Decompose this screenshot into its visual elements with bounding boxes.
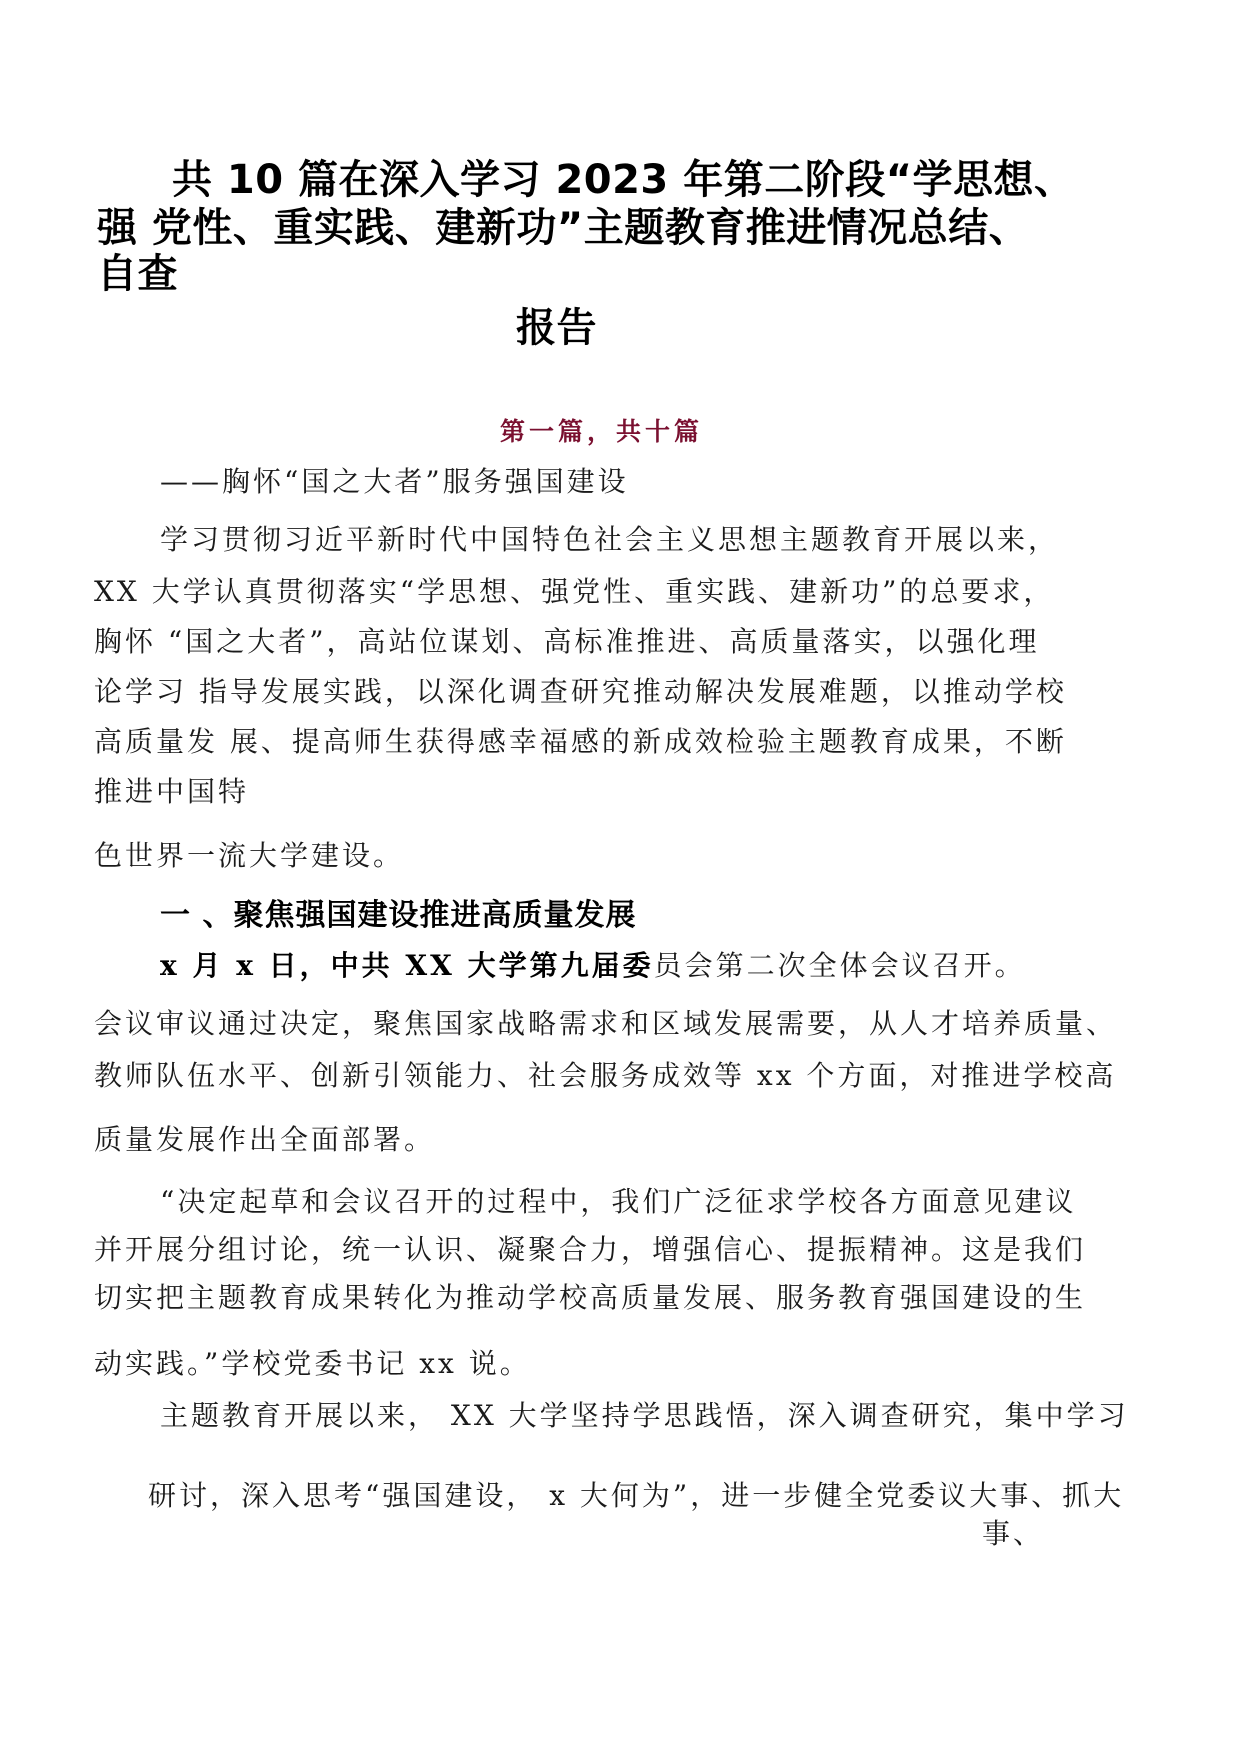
para1-line-4: 质量发展作出全面部署。 [94,1123,436,1156]
para1-bold-run: x 月 x 日，中共 XX 大学第九届委 [160,949,654,982]
intro-line-5: 高质量发 展、提高师生获得感幸福感的新成效检验主题教育成果，不断 [94,725,1067,758]
section-heading-1: 一 、聚焦强国建设推进高质量发展 [160,898,637,933]
para2-line-3: 切实把主题教育成果转化为推动学校高质量发展、服务教育强国建设的生 [94,1281,1087,1314]
document-title-line-2: 强 党性、重实践、建新功”主题教育推进情况总结、 [97,205,1030,251]
document-subtitle: ——胸怀“国之大者”服务强国建设 [160,465,629,498]
para2-line-2: 并开展分组讨论，统一认识、凝聚合力，增强信心、提振精神。这是我们 [94,1233,1087,1266]
para3-line-1: 主题教育开展以来， XX 大学坚持学思践悟，深入调查研究，集中学习 [160,1399,1129,1432]
para1-rest: 员会第二次全体会议召开。 [653,949,1026,982]
document-title-line-4: 报告 [516,305,597,351]
para2-line-4: 动实践。”学校党委书记 xx 说。 [94,1347,531,1380]
para1-line-1 [160,944,1026,984]
para2-line-1: “决定起草和会议召开的过程中，我们广泛征求学校各方面意见建议 [160,1185,1077,1218]
para3-line-2: 研讨，深入思考“强国建设， x 大何为”，进一步健全党委议大事、抓大 [148,1479,1125,1512]
para1-line-3: 教师队伍水平、创新引领能力、社会服务成效等 xx 个方面，对推进学校高 [94,1059,1117,1092]
document-title-line-1: 共 10 篇在深入学习 2023 年第二阶段“学思想、 [172,157,1075,203]
intro-line-2: XX 大学认真贯彻落实“学思想、强党性、重实践、建新功”的总要求， [94,575,1055,608]
document-title-line-3: 自查 [97,251,178,297]
para3-line-3: 事、 [982,1517,1045,1550]
para1-line-2: 会议审议通过决定，聚焦国家战略需求和区域发展需要，从人才培养质量、 [94,1007,1118,1040]
intro-line-4: 论学习 指导发展实践，以深化调查研究推动解决发展难题，以推动学校 [94,675,1067,708]
intro-line-6: 推进中国特 [94,775,250,808]
section-mark: 第一篇，共十篇 [500,417,704,446]
intro-line-3: 胸怀 “国之大者”，高站位谋划、高标准推进、高质量落实，以强化理 [94,625,1040,658]
intro-line-7: 色世界一流大学建设。 [94,839,405,872]
intro-line-1: 学习贯彻习近平新时代中国特色社会主义思想主题教育开展以来， [160,523,1060,556]
